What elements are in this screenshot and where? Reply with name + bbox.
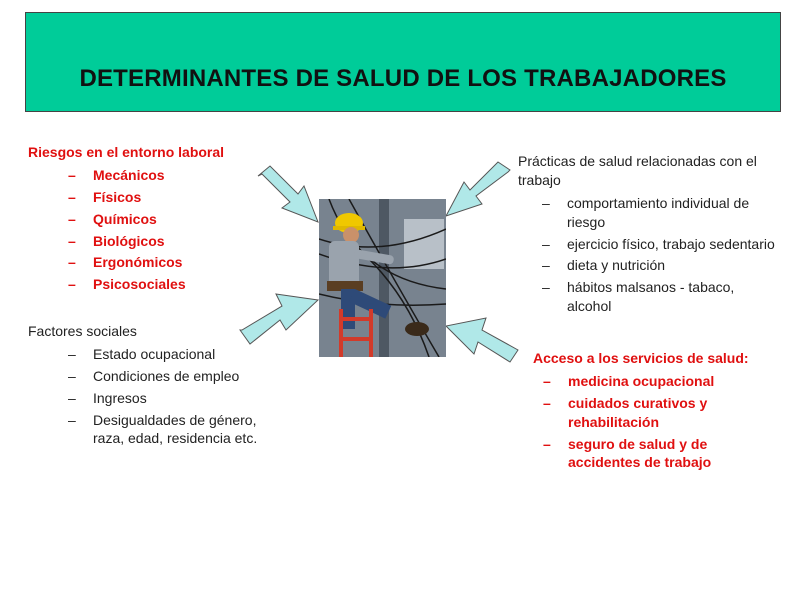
list-item: – ejercicio físico, trabajo sedentario [542,235,775,252]
list-item: – dieta y nutrición [542,257,666,274]
list-item: – medicina ocupacional [543,372,715,389]
list-item: – comportamiento individual de riesgo [542,194,750,230]
arrow-top-left-icon [258,166,318,222]
list-item: – Ingresos [68,389,147,406]
list-item: – Condiciones de empleo [68,367,240,384]
list-item: – Biológicos [68,232,165,249]
list-item: – Estado ocupacional [68,345,216,362]
factores-heading: Factores sociales [28,323,137,339]
list-item: – Físicos [68,188,142,205]
arrow-bottom-right-icon [446,318,518,362]
list-item: – cuidados curativos y rehabilitación [543,394,708,430]
list-item: – Psicosociales [68,276,186,293]
page-title: DETERMINANTES DE SALUD DE LOS TRABAJADORES [79,65,727,92]
arrow-bottom-left-icon [240,294,318,344]
list-item: – Desigualdades de género, raza, edad, residencia etc. [68,411,258,447]
list-item: – Ergonómicos [68,254,183,271]
list-item: – Mecánicos [68,166,165,183]
riesgos-heading: Riesgos en el entorno laboral [28,144,225,160]
list-item: – hábitos malsanos - tabaco, alcohol [542,279,735,315]
arrow-top-right-icon [446,162,510,216]
practicas-heading: Prácticas de salud relacionadas con el trabajo [518,153,757,188]
list-item: – seguro de salud y de accidentes de trabajo [543,435,712,471]
list-item: – Químicos [68,210,157,227]
electrician-worker-photo [319,199,446,357]
acceso-heading: Acceso a los servicios de salud: [533,350,749,366]
